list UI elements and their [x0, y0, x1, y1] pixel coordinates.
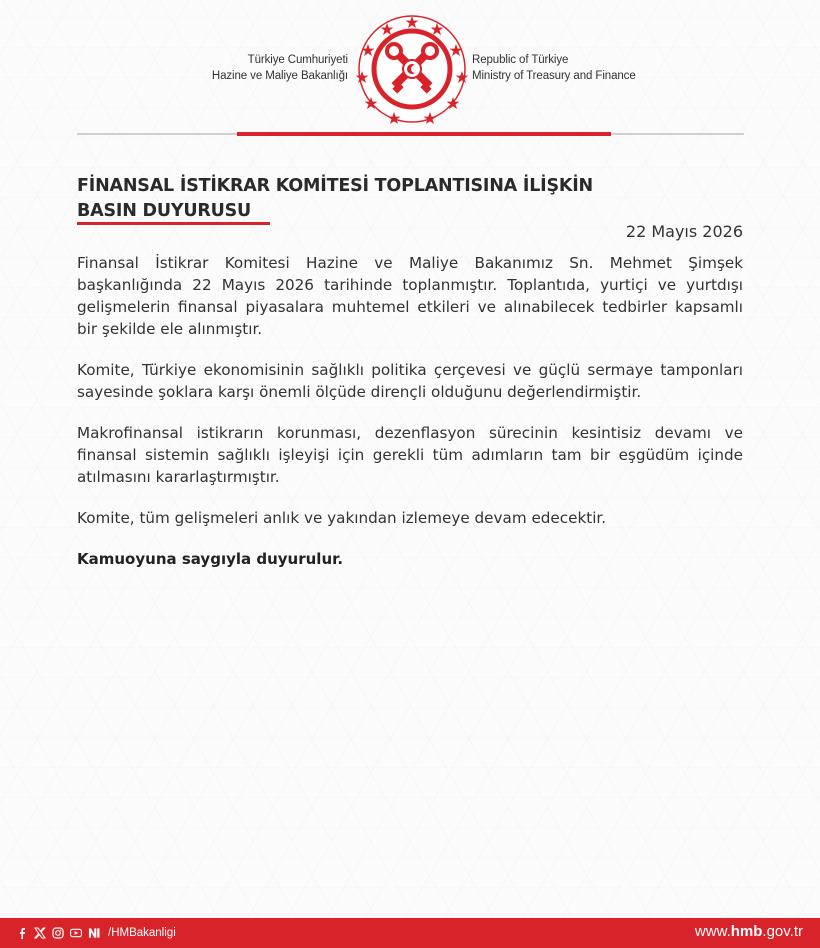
facebook-icon[interactable] [16, 927, 28, 939]
instagram-icon[interactable] [52, 927, 64, 939]
org-name-english [472, 52, 636, 84]
org-tr-line1: Türkiye Cumhuriyeti [247, 54, 348, 66]
social-handle[interactable]: /HMBakanligi [108, 927, 176, 939]
org-en-line2: Ministry of Treasury and Finance [472, 70, 636, 82]
org-en-line1: Republic of Türkiye [472, 54, 569, 66]
closing-statement: Kamuoyuna saygıyla duyurulur. [77, 550, 344, 568]
footer-bar [0, 918, 820, 948]
ministry-seal-icon [356, 13, 468, 125]
x-icon[interactable] [34, 927, 46, 939]
paragraph: Komite, Türkiye ekonomisinin sağlıklı politika çerçevesi ve güçlü sermaye tamponları sayesinde şoklara karşı önemli ölçüde dirençli olduğunu değerlendirmiştir. [77, 361, 743, 401]
site-suffix: .gov.tr [762, 923, 803, 940]
document-body [77, 252, 743, 570]
title-line-1: FİNANSAL İSTİKRAR KOMİTESİ TOPLANTISINA İLİŞKİN [77, 176, 594, 196]
paragraph: Komite, tüm gelişmeleri anlık ve yakından izlemeye devam edecektir. [77, 509, 607, 527]
title-line-2: BASIN DUYURUSU [77, 201, 252, 221]
social-links [16, 918, 176, 948]
site-prefix: www. [694, 923, 731, 940]
document-title [77, 174, 677, 224]
org-tr-line2: Hazine ve Maliye Bakanlığı [211, 70, 348, 82]
letterhead [0, 0, 820, 130]
site-bold: hmb [730, 923, 763, 940]
paragraph: Finansal İstikrar Komitesi Hazine ve Maliye Bakanımız Sn. Mehmet Şimşek başkanlığında 22 Mayıs 2026 tarihinde toplanmıştır. Toplantıda, yurtiçi ve yurtdışı gelişmelerin finansal piyasalara muhtemel etkileri ve alınabilecek tedbirler kapsamlı bir şekilde ele alınmıştır. [77, 254, 743, 338]
org-name-turkish [212, 52, 348, 84]
title-underline [77, 222, 270, 225]
nsosyal-icon[interactable] [88, 927, 100, 939]
youtube-icon[interactable] [70, 927, 82, 939]
website-link[interactable] [695, 923, 803, 940]
document-date: 22 Mayıs 2026 [625, 222, 743, 241]
header-divider-accent [237, 132, 611, 136]
paragraph: Makrofinansal istikrarın korunması, dezenflasyon sürecinin kesintisiz devamı ve finansal sistemin sağlıklı işleyişi için gerekli tüm adımların tam bir eşgüdüm içinde atılmasını kararlaştırmıştır. [77, 424, 743, 486]
